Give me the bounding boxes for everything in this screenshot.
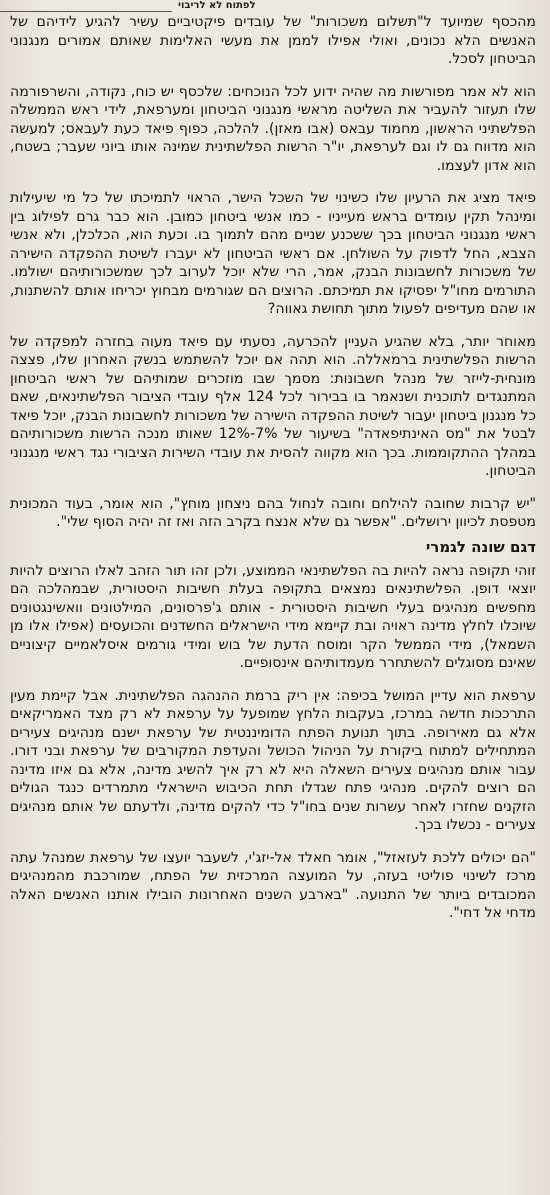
paragraph: מהכסף שמיועד ל"תשלום משכורות" של עובדים פיקטיביים עשיר להגיע לידיהם של האנשים הלא נכונים, ואולי אפילו לממן את מעשי האלימות שאותם אמורים מנגנוני הביטחון לסכל. — [10, 14, 536, 67]
paragraph: זוהי תקופה נראה להיות בה הפלשתינאי הממוצע, ולכן זהו תור הזהב לאלו הרוצים להיות יוצאי דופן. הפלשתינאים נמצאים בתקופה בעלת חשיבות היסטורית, שבמהלכה הם מחפשים מנהיגים בעלי חשיבות היסטורית - אותם ג'פרסונים, המילטונים וואשינגטונים שיוכלו לחלץ מדינה ראויה ובת קיימא מידי הישראלים החשדנים והכועסים (אפילו אלו מן השמאל), מידי הממשל הקר ומוסח הדעת של בוש ומידי גורמים איסלאמיים קיצוניים שאינם מסוגלים להשתחרר מעמדותיהם אינסופיים. — [10, 562, 536, 671]
paragraph: פיאד מציג את הרעיון שלו כשינוי של השכל הישר, הראוי לתמיכתו של כל מי שיעילות ומינהל תקין עומדים בראש מעייניו - כמו אנשי ביטחון כמובן. הוא כבר גרם לפילוג בין ראשי מנגנוני הביטחון בכך ששכנע שניים מהם לתמוך בו. וכעת הוא, הכלכלן, ולא אנשי הצבא, החל לדפוק על השולחן. אם ראשי הביטחון לא יעברו לשיטת ההפקדה הישירה של משכורות לחשבונות הבנק, אמר, הרי שלא יוכל לערוב לכך שמשכורותיהם ישולמו. התורמים מחו"ל יפסיקו את תמיכתם. הרוצים הם שגורמים מבחוץ יכריחו אותם להשתנות, או שהם מעדיפים לפעול מתוך תחושת גאווה? — [10, 190, 536, 317]
header-rule — [0, 11, 172, 12]
paragraph: "יש קרבות שחובה להילחם וחובה לנחול בהם ניצחון מוחץ", הוא אומר, בעוד המכונית מטפסת לכיוון ירושלים. "אפשר גם שלא אנצח בקרב הזה ואז זה יהיה הסוף שלי". — [10, 495, 536, 530]
section-subheading: דגם שונה לגמרי — [425, 537, 536, 556]
header-label: לפתוח לא לריבוי — [178, 0, 256, 11]
article-body — [10, 2, 536, 923]
paragraph: מאוחר יותר, בלא שהגיע העניין להכרעה, נסעתי עם פיאד מעוה בחזרה למפקדה של הרשות הפלשתינית ברמאללה. הוא תהה אם יוכל להשתמש בנשק האחרון שלו, פצצה מונחית-לייזר של מנהל חשבונות: מסמך שבו מוזכרים שמותיהם של ראשי הביטחון המתנגדים לתוכנית ושנאמר בו בבירור לכל 124 אלף עובדי הציבור הפלשתינאים, שאם כל מנגנון ביטחון יעבור לשיטת ההפקדה הישירה של משכורות לחשבונות הבנק, יוכל פיאד לבטל את "מס האינתיפאדה" בשיעור של 7%-12% שאותו מנכה הרשות משכורותיהם במהלך ההתקוממות. בכך הוא מקווה להסית את עובדי השירות הציבורי נגד ראשי מנגנוני הביטחון. — [10, 333, 536, 479]
paragraph: הוא לא אמר מפורשות מה שהיה ידוע לכל הנוכחים: שלכסף יש כוח, נקודה, והשרפורמה שלו תעזור להעביר את השליטה מראשי מנגנוני הביטחון ומערפאת, לידי ראש הממשלה הפלשתיני הראשון, מחמוד עבאס (אבו מאזן). להלכה, כפוף פיאד כעת לעבאס; למעשה הוא מדווח גם לו וגם לערפאת, יו"ר הרשות הפלשתינית שמינה אותו ביוני שעבר; בשטח, הוא אדון לעצמו. — [10, 83, 536, 174]
paragraph: "הם יכולים ללכת לעזאזל", אומר חאלד אל-יזג'י, לשעבר יועצו של ערפאת שמנהל עתה מרכז לשינוי פוליטי בעזה, על המועצה המרכזית של הפתח, שמורכבת מהמנהיגים המכובדים ביותר של התנועה. "בארבע השנים האחרונות הובילו אותנו האנשים האלה מדחי אל דחי". — [10, 849, 536, 921]
paragraph: ערפאת הוא עדיין המושל בכיפה: אין ריק ברמת ההנהגה הפלשתינית. אבל קיימת מעין התרככות חדשה במרכז, בעקבות הלחץ שמופעל על ערפאת לא רק מצד האמריקאים אלא גם מאירופה. בתוך תנועת הפתח הדומיננטית של ערפאת ישנם מנהיגים צעירים המתחילים למתוח ביקורת על הניהול הכושל והעדפת המקורבים של ערפאת ובני דורו. עבור אותם מנהיגים צעירים השאלה היא לא רק איך להשיג מדינה, אלא גם איזו מדינה הם רוצים להקים. מנהיגי פתח שגדלו תחת הכיבוש הישראלי מתמרדים כנגד הגולים הזקנים שחזרו לאחר עשרות שנים בחו"ל כדי להקים מדינה, ולדעתם של אותם מנהיגים צעירים - נכשלו בכך. — [10, 687, 536, 833]
